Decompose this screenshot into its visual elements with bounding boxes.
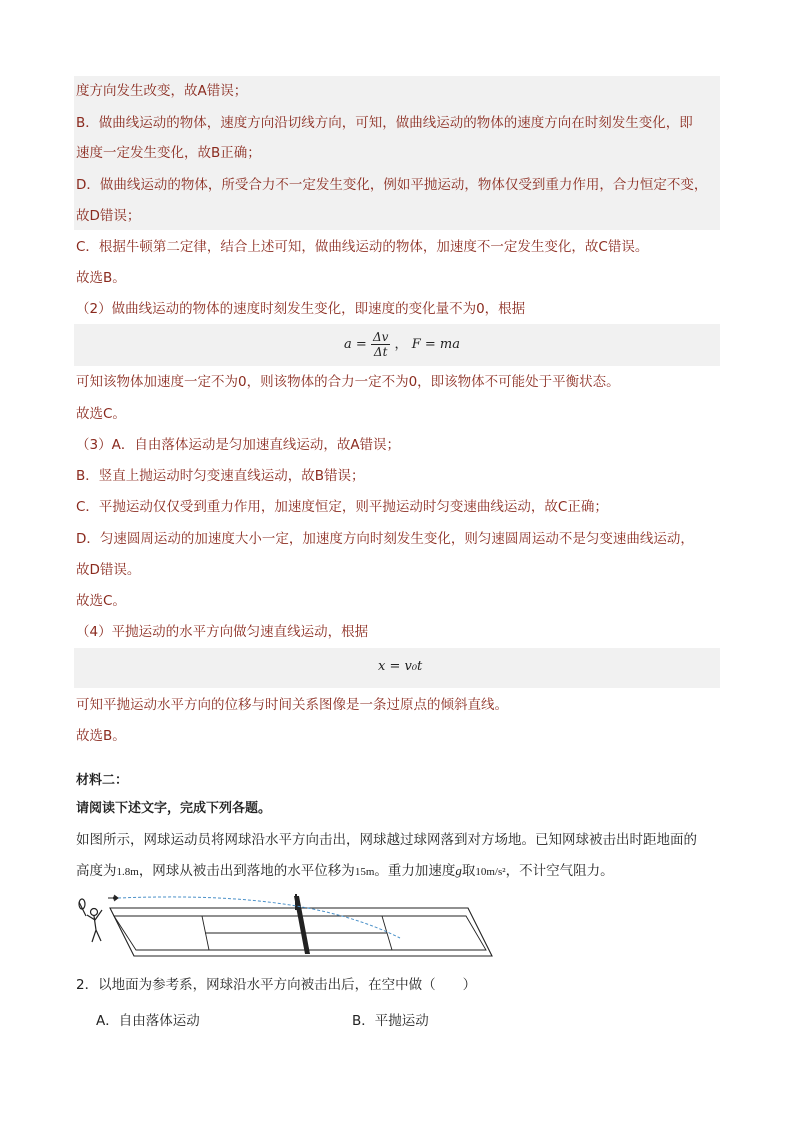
formula-a: a [344,337,352,352]
formula-numerator: Δv [372,330,389,344]
question-2-option-a[interactable]: A．自由落体运动 [96,1013,200,1029]
q1-option-b-line-1: B．做曲线运动的物体，速度方向沿切线方向，可知，做曲线运动的物体的速度方向在时刻发生变化，即 [76,115,693,131]
formula-equals: = [355,337,367,352]
ball-trajectory [118,897,400,938]
q1-option-d-line-1: D．做曲线运动的物体，所受合力不一定发生变化，例如平抛运动，物体仅受到重力作用，合力恒定不变， [76,177,708,193]
q2-answer: 故选C。 [76,406,126,422]
q4-line-2: 可知平抛运动水平方向的位移与时间关系图像是一条过原点的倾斜直线。 [76,697,508,713]
q1-answer: 故选B。 [76,270,126,286]
g-value: 10m/s² [475,866,506,878]
text-distance-label: ，网球从被击出到落地的水平位移为 [138,863,355,879]
material-heading: 材料二： [76,773,129,788]
formula-fraction [371,330,390,359]
formula-separator: ， [394,337,408,352]
formula-denominator: Δt [373,345,388,359]
q4-answer: 故选B。 [76,728,126,744]
height-value: 1.8m [116,866,139,878]
tennis-court-diagram [74,890,504,970]
q2-line-1: （2）做曲线运动的物体的速度时刻发生变化，即速度的变化量不为0，根据 [76,301,526,317]
q3-option-d-line-1: D．匀速圆周运动的加速度大小一定，加速度方向时刻发生变化，则匀速圆周运动不是匀变速曲线运动， [76,531,694,547]
text-gravity-label: 。重力加速度 [374,863,456,879]
q3-option-b: B．竖直上抛运动时匀变速直线运动，故B错误； [76,468,365,484]
q4-line-1: （4）平抛运动的水平方向做匀速直线运动，根据 [76,624,369,640]
q1-option-d-line-2: 故D错误； [76,208,141,224]
q3-option-a: （3）A．自由落体运动是匀加速直线运动，故A错误； [76,437,401,453]
q3-option-c: C．平抛运动仅仅受到重力作用，加速度恒定，则平抛运动时匀变速曲线运动，故C正确； [76,499,608,515]
g-symbol: g [455,863,462,878]
q1-option-b-line-2: 速度一定发生变化，故B正确； [76,145,261,161]
text-take-label: 取 [461,863,476,879]
direction-arrow-icon [108,895,118,901]
q1-line-1: 度方向发生改变，故A错误； [76,83,248,99]
q3-option-d-line-2: 故D错误。 [76,562,141,578]
question-2-stem: 2．以地面为参考系，网球沿水平方向被击出后，在空中做（ ） [76,977,477,993]
text-no-air-resistance: ，不计空气阻力。 [505,863,614,879]
material-instruction: 请阅读下述文字，完成下列各题。 [76,801,272,816]
q1-option-c-line-1: C．根据牛顿第二定律，结合上述可知，做曲线运动的物体，加速度不一定发生变化，故C错误。 [76,239,649,255]
q2-line-2: 可知该物体加速度一定不为0，则该物体的合力一定不为0，即该物体不可能处于平衡状态。 [76,374,620,390]
tennis-player-figure [79,899,102,942]
material-text-line-2 [76,862,614,881]
question-2-option-b[interactable]: B．平抛运动 [352,1013,429,1029]
formula-force: F = ma [411,337,460,352]
material-text-line-1: 如图所示，网球运动员将网球沿水平方向击出，网球越过球网落到对方场地。已知网球被击出时距地面的 [76,832,697,848]
text-height-label: 高度为 [76,863,117,879]
q3-answer: 故选C。 [76,593,126,609]
q4-formula: x = v₀t [378,659,423,674]
distance-value: 15m [354,866,375,878]
q2-formula [344,330,460,359]
